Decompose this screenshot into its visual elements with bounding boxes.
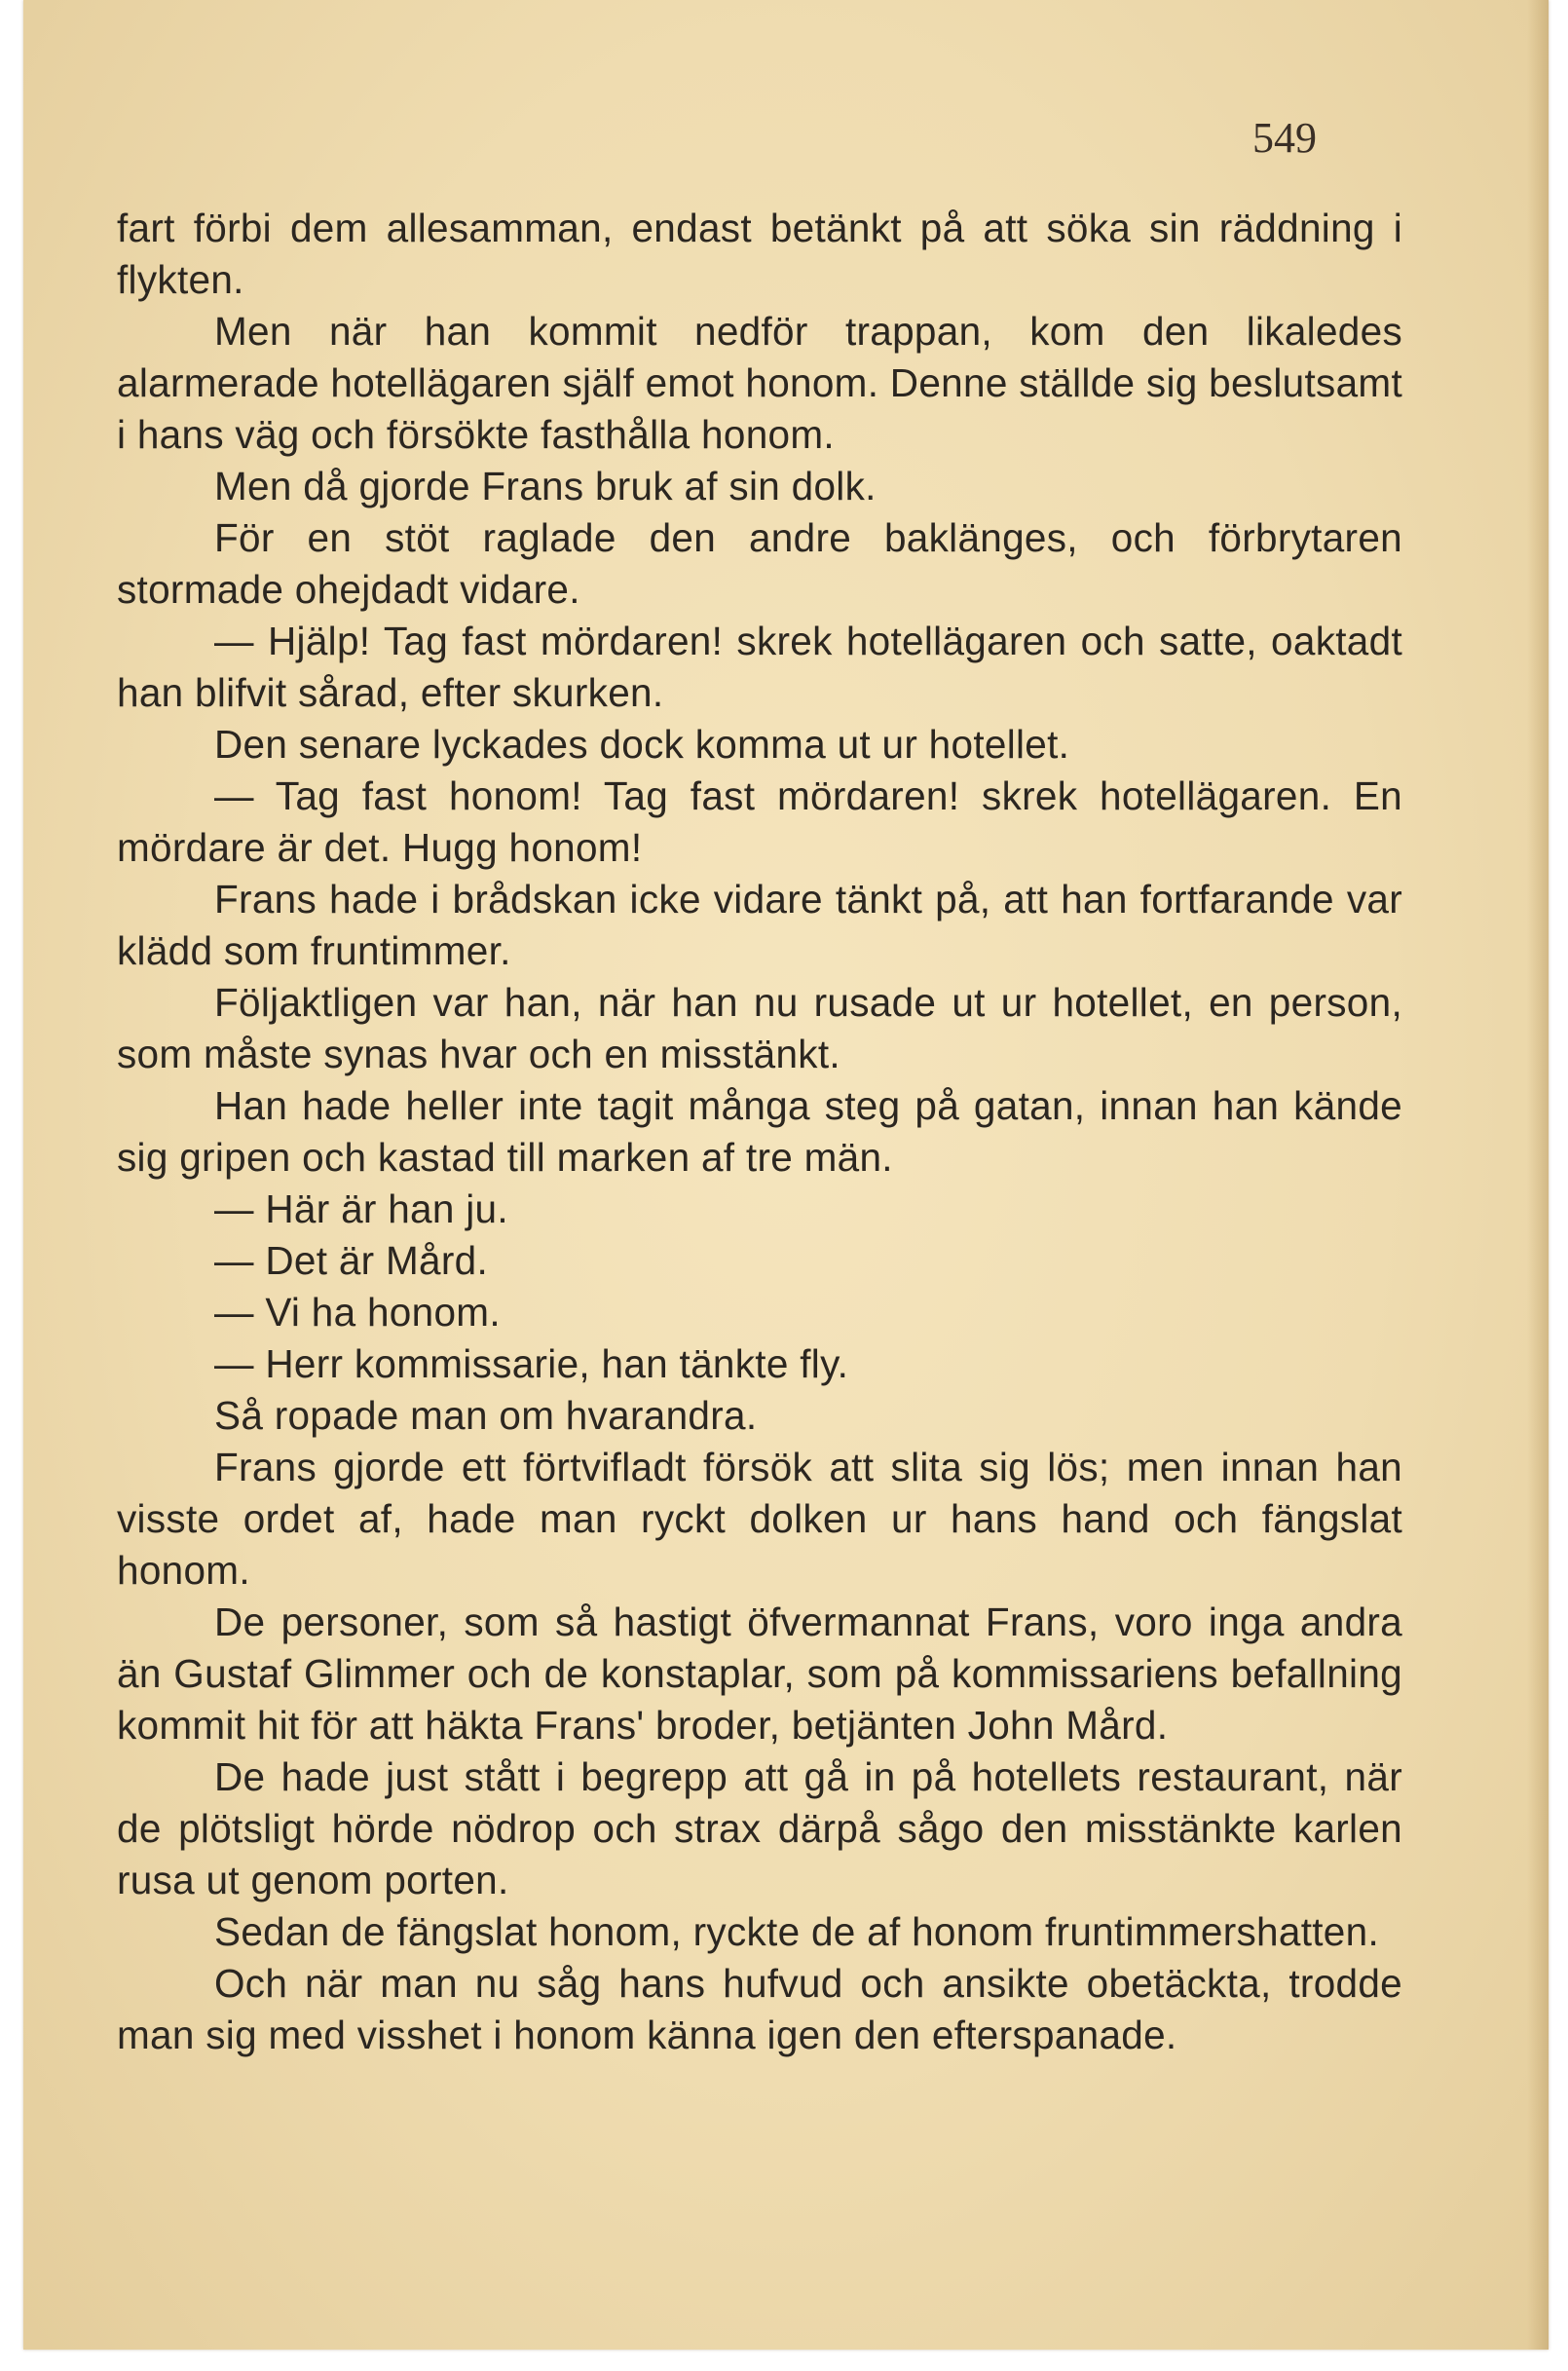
paragraph: De hade just stått i begrepp att gå in på hotellets restaurant, när de plötsligt hörde nödrop och strax därpå sågo den misstänkte karlen rusa ut genom porten. (117, 1754, 1402, 1902)
paragraph: fart förbi dem allesamman, endast betänkt på att söka sin räddning i flykten. (117, 206, 1402, 302)
paragraph: Så ropade man om hvarandra. (214, 1393, 758, 1438)
paragraph: — Det är Mård. (214, 1238, 489, 1283)
page-text (117, 203, 1402, 2061)
paragraph: Och när man nu såg hans hufvud och ansikte obetäckta, trodde man sig med visshet i honom känna igen den efterspanade. (117, 1961, 1402, 2057)
paragraph: Han hade heller inte tagit många steg på gatan, innan han kände sig gripen och kastad till marken af tre män. (117, 1083, 1402, 1180)
paragraph: — Herr kommissarie, han tänkte fly. (214, 1341, 849, 1386)
book-page (23, 0, 1549, 2350)
paragraph: Men då gjorde Frans bruk af sin dolk. (214, 464, 877, 508)
page-number: 549 (1252, 114, 1317, 162)
paragraph: — Tag fast honom! Tag fast mördaren! skrek hotellägaren. En mördare är det. Hugg honom! (117, 773, 1402, 870)
paragraph: — Hjälp! Tag fast mördaren! skrek hotellägaren och satte, oaktadt han blifvit sårad, efter skurken. (117, 619, 1402, 715)
paragraph: De personer, som så hastigt öfvermannat Frans, voro inga andra än Gustaf Glimmer och de konstaplar, som på kommissariens befallning kommit hit för att häkta Frans' broder, betjänten John Mård. (117, 1599, 1402, 1748)
paragraph: — Här är han ju. (214, 1186, 508, 1231)
paragraph: Den senare lyckades dock komma ut ur hotellet. (214, 722, 1070, 767)
paragraph: Frans gjorde ett förtvifladt försök att slita sig lös; men innan han visste ordet af, hade man ryckt dolken ur hans hand och fängslat honom. (117, 1445, 1402, 1593)
paragraph: Följaktligen var han, när han nu rusade ut ur hotellet, en person, som måste synas hvar och en misstänkt. (117, 980, 1402, 1076)
paragraph: Sedan de fängslat honom, ryckte de af honom fruntimmershatten. (214, 1909, 1380, 1954)
paragraph: — Vi ha honom. (214, 1290, 501, 1335)
paragraph: För en stöt raglade den andre baklänges, och förbrytaren stormade ohejdadt vidare. (117, 515, 1402, 612)
paragraph: Frans hade i brådskan icke vidare tänkt på, att han fortfarande var klädd som fruntimmer. (117, 877, 1402, 973)
paragraph: Men när han kommit nedför trappan, kom den likaledes alarmerade hotellägaren själf emot honom. Denne ställde sig beslutsamt i hans väg och försökte fasthålla honom. (117, 309, 1402, 457)
